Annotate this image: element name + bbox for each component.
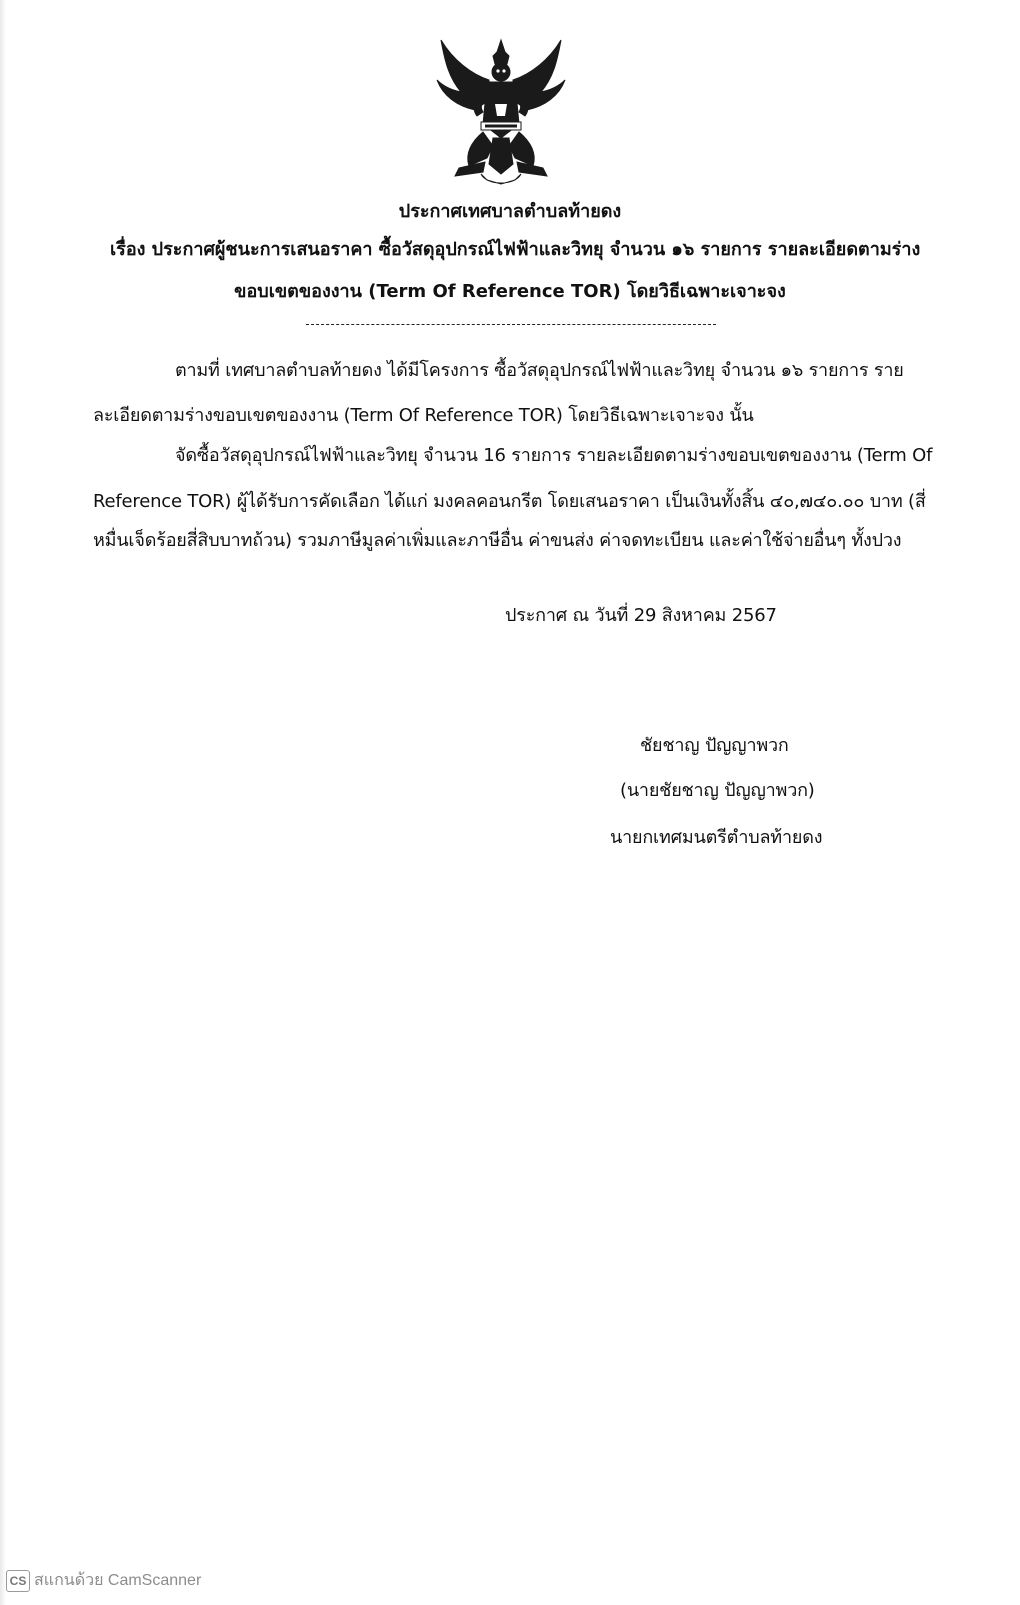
separator-line — [306, 324, 716, 325]
signature-name: ชัยชาญ ปัญญาพวก — [640, 735, 789, 756]
announcement-date: ประกาศ ณ วันที่ 29 สิงหาคม 2567 — [505, 605, 777, 626]
watermark-text: สแกนด้วย CamScanner — [34, 1572, 202, 1589]
signatory-position: นายกเทศมนตรีตำบลท้ายดง — [610, 827, 823, 848]
scan-edge-shadow — [0, 0, 6, 1605]
camscanner-logo-icon: CS — [6, 1570, 30, 1592]
camscanner-watermark — [6, 1568, 201, 1593]
body-line-3: จัดซื้อวัสดุอุปกรณ์ไฟฟ้าและวิทยุ จำนวน 16 รายการ รายละเอียดตามร่างขอบเขตของงาน (Term Of — [175, 445, 933, 466]
subject-line-2: ขอบเขตของงาน (Term Of Reference TOR) โดยวิธีเฉพาะเจาะจง — [234, 281, 786, 302]
body-line-1: ตามที่ เทศบาลตำบลท้ายดง ได้มีโครงการ ซื้อวัสดุอุปกรณ์ไฟฟ้าและวิทยุ จำนวน ๑๖ รายการ ราย — [175, 360, 904, 381]
body-line-2: ละเอียดตามร่างขอบเขตของงาน (Term Of Reference TOR) โดยวิธีเฉพาะเจาะจง นั้น — [93, 405, 754, 426]
body-line-5: หมื่นเจ็ดร้อยสี่สิบบาทถ้วน) รวมภาษีมูลค่าเพิ่มและภาษีอื่น ค่าขนส่ง ค่าจดทะเบียน และค่าใช้จ่ายอื่นๆ ทั้งปวง — [93, 530, 902, 551]
signatory-full-name: (นายชัยชาญ ปัญญาพวก) — [620, 780, 815, 801]
announcement-title: ประกาศเทศบาลตำบลท้ายดง — [398, 201, 622, 222]
body-line-4: Reference TOR) ผู้ได้รับการคัดเลือก ได้แก่ มงคลคอนกรีต โดยเสนอราคา เป็นเงินทั้งสิ้น ๔๐,๗๔๐.๐๐ บาท (สี่ — [93, 491, 926, 512]
subject-line-1: เรื่อง ประกาศผู้ชนะการเสนอราคา ซื้อวัสดุอุปกรณ์ไฟฟ้าและวิทยุ จำนวน ๑๖ รายการ รายละเอียดตามร่าง — [110, 239, 921, 260]
garuda-emblem-icon — [431, 34, 571, 192]
